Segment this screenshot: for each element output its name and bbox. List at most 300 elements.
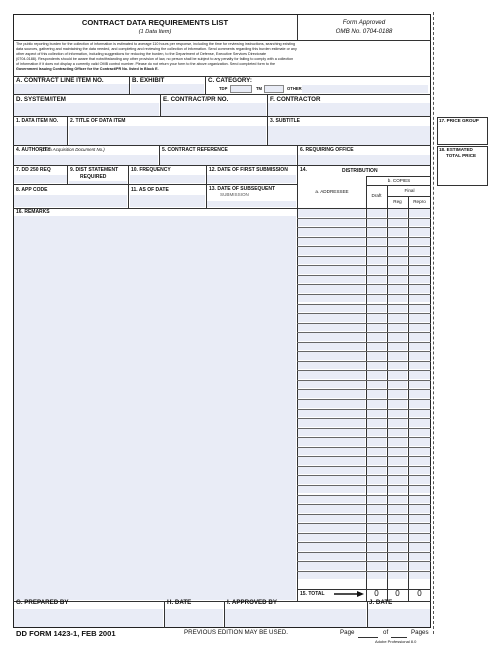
- cut-line: [433, 12, 434, 634]
- copies-cell[interactable]: [367, 419, 386, 427]
- grid-line: [297, 542, 431, 543]
- copies-cell[interactable]: [409, 371, 430, 379]
- copies-cell[interactable]: [367, 457, 386, 465]
- remarks-label: 16. REMARKS: [16, 209, 50, 215]
- copies-cell[interactable]: [409, 352, 430, 360]
- addressee-cell[interactable]: [298, 572, 365, 580]
- grid-line: [297, 552, 431, 553]
- addressee-cell[interactable]: [298, 524, 365, 532]
- grid-line: [297, 533, 431, 534]
- subtitle-label: 3. SUBTITLE: [270, 118, 301, 124]
- copies-cell[interactable]: [367, 285, 386, 293]
- copies-cell[interactable]: [409, 247, 430, 255]
- copies-cell[interactable]: [388, 486, 407, 494]
- grid-line: [297, 313, 431, 314]
- copies-cell[interactable]: [367, 238, 386, 246]
- copies-cell[interactable]: [367, 562, 386, 570]
- copies-cell[interactable]: [409, 572, 430, 580]
- copies-cell[interactable]: [388, 343, 407, 351]
- prepared-by-field[interactable]: [14, 609, 163, 627]
- copies-cell[interactable]: [388, 438, 407, 446]
- other-label: OTHER: [287, 86, 302, 91]
- frequency-label: 10. FREQUENCY: [131, 167, 171, 173]
- prepared-by-label: G. PREPARED BY: [16, 599, 69, 606]
- copies-cell[interactable]: [388, 429, 407, 437]
- addressee-cell[interactable]: [298, 562, 365, 570]
- copies-cell[interactable]: [367, 257, 386, 265]
- contract-reference-label: 5. CONTRACT REFERENCE: [162, 147, 228, 153]
- copies-cell[interactable]: [388, 228, 407, 236]
- addressee-cell[interactable]: [298, 496, 365, 504]
- copies-cell[interactable]: [367, 219, 386, 227]
- copies-cell[interactable]: [409, 295, 430, 303]
- copies-cell[interactable]: [388, 448, 407, 456]
- dd250-label: 7. DD 250 REQ: [16, 167, 51, 173]
- copies-cell[interactable]: [367, 324, 386, 332]
- copies-cell[interactable]: [409, 228, 430, 236]
- copies-cell[interactable]: [367, 295, 386, 303]
- header-divider: [297, 15, 298, 40]
- copies-cell[interactable]: [409, 238, 430, 246]
- exhibit-label: B. EXHIBIT: [132, 77, 165, 84]
- addressee-cell[interactable]: [298, 362, 365, 370]
- addressee-cell[interactable]: [298, 352, 365, 360]
- authority-note: (Data Acquisition Document No.): [41, 147, 105, 152]
- remarks-field[interactable]: [14, 216, 296, 600]
- copies-cell[interactable]: [409, 448, 430, 456]
- grid-line: [297, 342, 431, 343]
- copies-cell[interactable]: [367, 429, 386, 437]
- copies-cell[interactable]: [409, 314, 430, 322]
- addressee-cell[interactable]: [298, 515, 365, 523]
- copies-cell[interactable]: [388, 381, 407, 389]
- copies-cell[interactable]: [409, 486, 430, 494]
- grid-line: [297, 246, 431, 247]
- grid-line: [297, 523, 431, 524]
- copies-cell[interactable]: [409, 467, 430, 475]
- copies-cell[interactable]: [409, 362, 430, 370]
- rule: [129, 76, 130, 94]
- exhibit-field[interactable]: [131, 84, 204, 94]
- grid-line: [297, 456, 431, 457]
- tm-field[interactable]: [264, 85, 284, 93]
- copies-cell[interactable]: [388, 324, 407, 332]
- dist-statement-label: 9. DIST STATEMENT: [70, 167, 119, 173]
- burden-line: data sources, gathering and maintaining the data needed, and completing and reviewing the collection of information. Send comments regarding this burden estimate or any: [16, 47, 297, 51]
- requiring-office-field[interactable]: [298, 155, 430, 165]
- copies-cell[interactable]: [409, 266, 430, 274]
- burden-line: other aspect of this collection of information, including suggestions for reducing the burden, to the Department of Defense, Executive Services Directorate: [16, 52, 267, 56]
- rule: [159, 145, 160, 165]
- copies-cell[interactable]: [367, 553, 386, 561]
- copies-cell[interactable]: [388, 314, 407, 322]
- copies-cell[interactable]: [388, 219, 407, 227]
- copies-cell[interactable]: [409, 285, 430, 293]
- addressee-cell[interactable]: [298, 305, 365, 313]
- copies-cell[interactable]: [367, 534, 386, 542]
- copies-cell[interactable]: [388, 400, 407, 408]
- copies-cell[interactable]: [409, 553, 430, 561]
- rule: [297, 145, 298, 165]
- copies-cell[interactable]: [409, 410, 430, 418]
- total-draft: 0: [374, 589, 379, 598]
- copies-cell[interactable]: [367, 343, 386, 351]
- copies-cell[interactable]: [409, 276, 430, 284]
- total-label: 15. TOTAL: [300, 591, 325, 597]
- addressee-cell[interactable]: [298, 209, 365, 217]
- subsequent-submission-label-2: SUBMISSION: [220, 192, 249, 197]
- copies-cell[interactable]: [409, 257, 430, 265]
- copies-cell[interactable]: [388, 276, 407, 284]
- copies-cell[interactable]: [367, 448, 386, 456]
- authority-field[interactable]: [14, 155, 158, 165]
- copies-cell[interactable]: [367, 266, 386, 274]
- grid-line: [297, 275, 431, 276]
- addressee-cell[interactable]: [298, 314, 365, 322]
- copies-cell[interactable]: [388, 266, 407, 274]
- copies-cell[interactable]: [367, 314, 386, 322]
- omb-number: OMB No. 0704-0188: [335, 28, 393, 35]
- copies-cell[interactable]: [367, 247, 386, 255]
- dd250-field[interactable]: [14, 175, 67, 183]
- addressee-cell[interactable]: [298, 410, 365, 418]
- copies-cell[interactable]: [367, 305, 386, 313]
- copies-cell[interactable]: [367, 467, 386, 475]
- rule: [205, 76, 206, 94]
- rule: [366, 176, 431, 177]
- grid-line: [297, 437, 431, 438]
- grid-line: [297, 504, 431, 505]
- copies-label: b. COPIES: [387, 178, 411, 183]
- copies-cell[interactable]: [388, 562, 407, 570]
- rule: [367, 601, 368, 628]
- grid-line: [297, 284, 431, 285]
- subsequent-submission-label: 13. DATE OF SUBSEQUENT: [209, 186, 276, 192]
- grid-line: [297, 399, 431, 400]
- copies-cell[interactable]: [409, 419, 430, 427]
- copies-cell[interactable]: [388, 534, 407, 542]
- copies-cell[interactable]: [409, 400, 430, 408]
- addressee-cell[interactable]: [298, 381, 365, 389]
- addressee-cell[interactable]: [298, 295, 365, 303]
- addressee-cell[interactable]: [298, 276, 365, 284]
- copies-cell[interactable]: [388, 285, 407, 293]
- copies-cell[interactable]: [367, 410, 386, 418]
- distribution-number: 14.: [300, 167, 307, 173]
- grid-line: [297, 561, 431, 562]
- addressee-cell[interactable]: [298, 343, 365, 351]
- page-number-line[interactable]: [358, 637, 378, 638]
- copies-cell[interactable]: [388, 572, 407, 580]
- copies-cell[interactable]: [409, 515, 430, 523]
- price-group-label: 17. PRICE GROUP: [439, 118, 479, 123]
- copies-cell[interactable]: [388, 419, 407, 427]
- copies-cell[interactable]: [409, 505, 430, 513]
- copies-cell[interactable]: [388, 553, 407, 561]
- addressee-cell[interactable]: [298, 448, 365, 456]
- grid-line: [297, 380, 431, 381]
- frequency-field[interactable]: [130, 175, 205, 183]
- copies-cell[interactable]: [388, 476, 407, 484]
- authority-label: 4. AUTHORITY: [16, 147, 51, 153]
- copies-cell[interactable]: [367, 524, 386, 532]
- copies-cell[interactable]: [409, 333, 430, 341]
- contract-line-item-field[interactable]: [14, 84, 129, 94]
- contractor-field[interactable]: [268, 103, 430, 116]
- title-of-data-item-field[interactable]: [69, 126, 266, 145]
- copies-cell[interactable]: [367, 390, 386, 398]
- grid-line: [297, 370, 431, 371]
- rule: [67, 165, 68, 184]
- copies-cell[interactable]: [388, 295, 407, 303]
- rule: [366, 185, 431, 186]
- addressee-cell[interactable]: [298, 266, 365, 274]
- first-submission-field[interactable]: [207, 175, 296, 183]
- addressee-cell[interactable]: [298, 400, 365, 408]
- grid-line: [297, 495, 431, 496]
- copies-cell[interactable]: [388, 410, 407, 418]
- addressee-cell[interactable]: [298, 333, 365, 341]
- addressee-cell[interactable]: [298, 505, 365, 513]
- tm-label: TM: [256, 86, 263, 91]
- addressee-cell[interactable]: [298, 419, 365, 427]
- total-repro: 0: [417, 589, 422, 598]
- burden-line: (0704-0188). Respondents should be aware that notwithstanding any other provision of law, no person shall be subject to any penalty for failing to comply with a collection: [16, 57, 294, 61]
- addressee-cell[interactable]: [298, 534, 365, 542]
- copies-cell[interactable]: [388, 371, 407, 379]
- copies-cell[interactable]: [367, 400, 386, 408]
- grid-line: [297, 256, 431, 257]
- prepared-date-label: H. DATE: [167, 599, 192, 606]
- copies-cell[interactable]: [409, 534, 430, 542]
- copies-cell[interactable]: [409, 438, 430, 446]
- tdp-field[interactable]: [230, 85, 252, 93]
- copies-cell[interactable]: [409, 562, 430, 570]
- app-code-field[interactable]: [14, 195, 127, 207]
- rule: [67, 116, 68, 145]
- draft-label: Draft: [371, 193, 382, 198]
- grid-line: [297, 428, 431, 429]
- approved-date-field[interactable]: [368, 609, 430, 627]
- copies-cell[interactable]: [409, 390, 430, 398]
- grid-line: [297, 294, 431, 295]
- subtitle-field[interactable]: [268, 126, 430, 145]
- rule: [13, 165, 431, 166]
- copies-cell[interactable]: [409, 209, 430, 217]
- rule: [224, 601, 225, 628]
- rule: [13, 145, 431, 146]
- copies-cell[interactable]: [409, 305, 430, 313]
- copies-cell[interactable]: [409, 381, 430, 389]
- rule: [267, 94, 268, 116]
- grid-line: [297, 409, 431, 410]
- copies-cell[interactable]: [409, 476, 430, 484]
- addressee-cell[interactable]: [298, 257, 365, 265]
- grid-line: [297, 485, 431, 486]
- copies-cell[interactable]: [388, 333, 407, 341]
- addressee-cell[interactable]: [298, 486, 365, 494]
- copies-cell[interactable]: [367, 438, 386, 446]
- system-item-label: D. SYSTEM/ITEM: [16, 96, 66, 103]
- form-approved: Form Approved: [342, 19, 386, 26]
- rule: [13, 184, 297, 185]
- copies-cell[interactable]: [367, 515, 386, 523]
- addressee-cell[interactable]: [298, 457, 365, 465]
- copies-cell[interactable]: [409, 543, 430, 551]
- addressee-cell[interactable]: [298, 476, 365, 484]
- approved-by-field[interactable]: [225, 609, 366, 627]
- addressee-cell[interactable]: [298, 285, 365, 293]
- grid-line: [297, 237, 431, 238]
- copies-cell[interactable]: [409, 343, 430, 351]
- as-of-date-label: 11. AS OF DATE: [131, 187, 169, 193]
- copies-cell[interactable]: [388, 305, 407, 313]
- previous-edition-note: PREVIOUS EDITION MAY BE USED.: [184, 629, 288, 636]
- grid-line: [297, 361, 431, 362]
- copies-cell[interactable]: [388, 457, 407, 465]
- reg-label: Reg: [393, 199, 402, 204]
- rule: [267, 116, 268, 145]
- burden-line: The public reporting burden for the collection of information is estimated to average 110 hours per response, including the time for reviewing instructions, searching existing: [16, 42, 296, 46]
- copies-cell[interactable]: [367, 543, 386, 551]
- burden-line: of information if it does not display a currently valid OMB control number. Please do not return your form to the above organization. Send completed form to the: [16, 62, 276, 66]
- addressee-cell[interactable]: [298, 228, 365, 236]
- copies-cell[interactable]: [367, 505, 386, 513]
- copies-cell[interactable]: [409, 219, 430, 227]
- addressee-cell[interactable]: [298, 438, 365, 446]
- copies-cell[interactable]: [388, 515, 407, 523]
- form-number: DD FORM 1423-1, FEB 2001: [16, 629, 116, 638]
- first-submission-label: 12. DATE OF FIRST SUBMISSION: [209, 167, 288, 173]
- dist-statement-label-2: REQUIRED: [80, 174, 107, 180]
- grid-line: [297, 265, 431, 266]
- copies-cell[interactable]: [409, 496, 430, 504]
- copies-cell[interactable]: [409, 429, 430, 437]
- copies-cell[interactable]: [388, 257, 407, 265]
- addressee-cell[interactable]: [298, 429, 365, 437]
- category-label: C. CATEGORY:: [208, 77, 252, 84]
- copies-cell[interactable]: [367, 381, 386, 389]
- estimated-total-price-label-2: TOTAL PRICE: [446, 153, 477, 158]
- copies-cell[interactable]: [367, 333, 386, 341]
- grid-line: [297, 351, 431, 352]
- addressee-cell[interactable]: [298, 247, 365, 255]
- copies-cell[interactable]: [409, 524, 430, 532]
- contract-pr-no-label: E. CONTRACT/PR NO.: [163, 96, 229, 103]
- pages-label: Pages: [411, 629, 429, 636]
- approved-date-label: J. DATE: [369, 599, 393, 606]
- addressee-cell[interactable]: [298, 553, 365, 561]
- form-title: CONTRACT DATA REQUIREMENTS LIST: [81, 18, 229, 27]
- repro-label: Repro: [413, 199, 426, 204]
- subsequent-submission-field[interactable]: [207, 201, 296, 207]
- other-field[interactable]: [302, 85, 428, 93]
- grid-line: [297, 418, 431, 419]
- addressee-cell[interactable]: [298, 390, 365, 398]
- copies-cell[interactable]: [367, 276, 386, 284]
- copies-cell[interactable]: [388, 247, 407, 255]
- contract-pr-no-field[interactable]: [161, 103, 266, 116]
- rule: [13, 116, 431, 117]
- burden-line: Government Issuing Contracting Officer for the Contract/PR No. listed in Block E.: [16, 67, 159, 71]
- final-label: Final: [404, 188, 415, 193]
- rule: [13, 94, 431, 95]
- copies-cell[interactable]: [367, 496, 386, 504]
- contractor-label: F. CONTRACTOR: [270, 96, 321, 103]
- data-item-no-label: 1. DATA ITEM NO.: [16, 118, 59, 124]
- prepared-date-field[interactable]: [165, 609, 223, 627]
- page-count-line[interactable]: [391, 637, 407, 638]
- form-subtitle: (1 Data Item): [138, 29, 172, 35]
- rule: [160, 94, 161, 116]
- software-note: Adobe Professional 8.0: [375, 639, 417, 644]
- addressee-cell[interactable]: [298, 324, 365, 332]
- addressee-cell[interactable]: [298, 543, 365, 551]
- addressee-cell[interactable]: [298, 467, 365, 475]
- copies-cell[interactable]: [388, 505, 407, 513]
- copies-cell[interactable]: [367, 209, 386, 217]
- rule: [164, 601, 165, 628]
- copies-cell[interactable]: [367, 476, 386, 484]
- copies-cell[interactable]: [409, 324, 430, 332]
- estimated-total-price-label: 18. ESTIMATED: [439, 147, 473, 152]
- copies-cell[interactable]: [388, 496, 407, 504]
- grid-line: [297, 475, 431, 476]
- grid-line: [297, 332, 431, 333]
- copies-cell[interactable]: [367, 228, 386, 236]
- copies-cell[interactable]: [388, 390, 407, 398]
- rule: [128, 165, 129, 208]
- copies-cell[interactable]: [388, 352, 407, 360]
- addressee-label: a. ADDRESSEE: [315, 189, 349, 194]
- data-item-no-field[interactable]: [14, 126, 67, 145]
- copies-cell[interactable]: [388, 238, 407, 246]
- copies-cell[interactable]: [388, 362, 407, 370]
- rule: [13, 40, 431, 41]
- copies-cell[interactable]: [367, 572, 386, 580]
- grid-line: [297, 227, 431, 228]
- contract-line-item-label: A. CONTRACT LINE ITEM NO.: [16, 77, 104, 84]
- copies-cell[interactable]: [388, 467, 407, 475]
- grid-line: [297, 389, 431, 390]
- grid-line: [297, 323, 431, 324]
- grid-line: [297, 304, 431, 305]
- distribution-label: DISTRIBUTION: [342, 168, 378, 174]
- tdp-label: TDP: [219, 86, 228, 91]
- system-item-field[interactable]: [14, 103, 159, 116]
- total-arrow-icon: [333, 590, 365, 598]
- page-label: Page: [340, 629, 355, 636]
- copies-cell[interactable]: [367, 362, 386, 370]
- copies-cell[interactable]: [409, 457, 430, 465]
- app-code-label: 8. APP CODE: [16, 187, 48, 193]
- addressee-cell[interactable]: [298, 219, 365, 227]
- as-of-date-field[interactable]: [130, 195, 205, 207]
- rule: [387, 196, 431, 197]
- copies-cell[interactable]: [367, 352, 386, 360]
- addressee-cell[interactable]: [298, 238, 365, 246]
- addressee-cell[interactable]: [298, 371, 365, 379]
- requiring-office-label: 6. REQUIRING OFFICE: [300, 147, 354, 153]
- copies-cell[interactable]: [388, 209, 407, 217]
- copies-cell[interactable]: [367, 486, 386, 494]
- grid-line: [297, 218, 431, 219]
- copies-cell[interactable]: [388, 524, 407, 532]
- grid-line: [297, 514, 431, 515]
- copies-cell[interactable]: [388, 543, 407, 551]
- copies-cell[interactable]: [367, 371, 386, 379]
- contract-reference-field[interactable]: [160, 155, 296, 165]
